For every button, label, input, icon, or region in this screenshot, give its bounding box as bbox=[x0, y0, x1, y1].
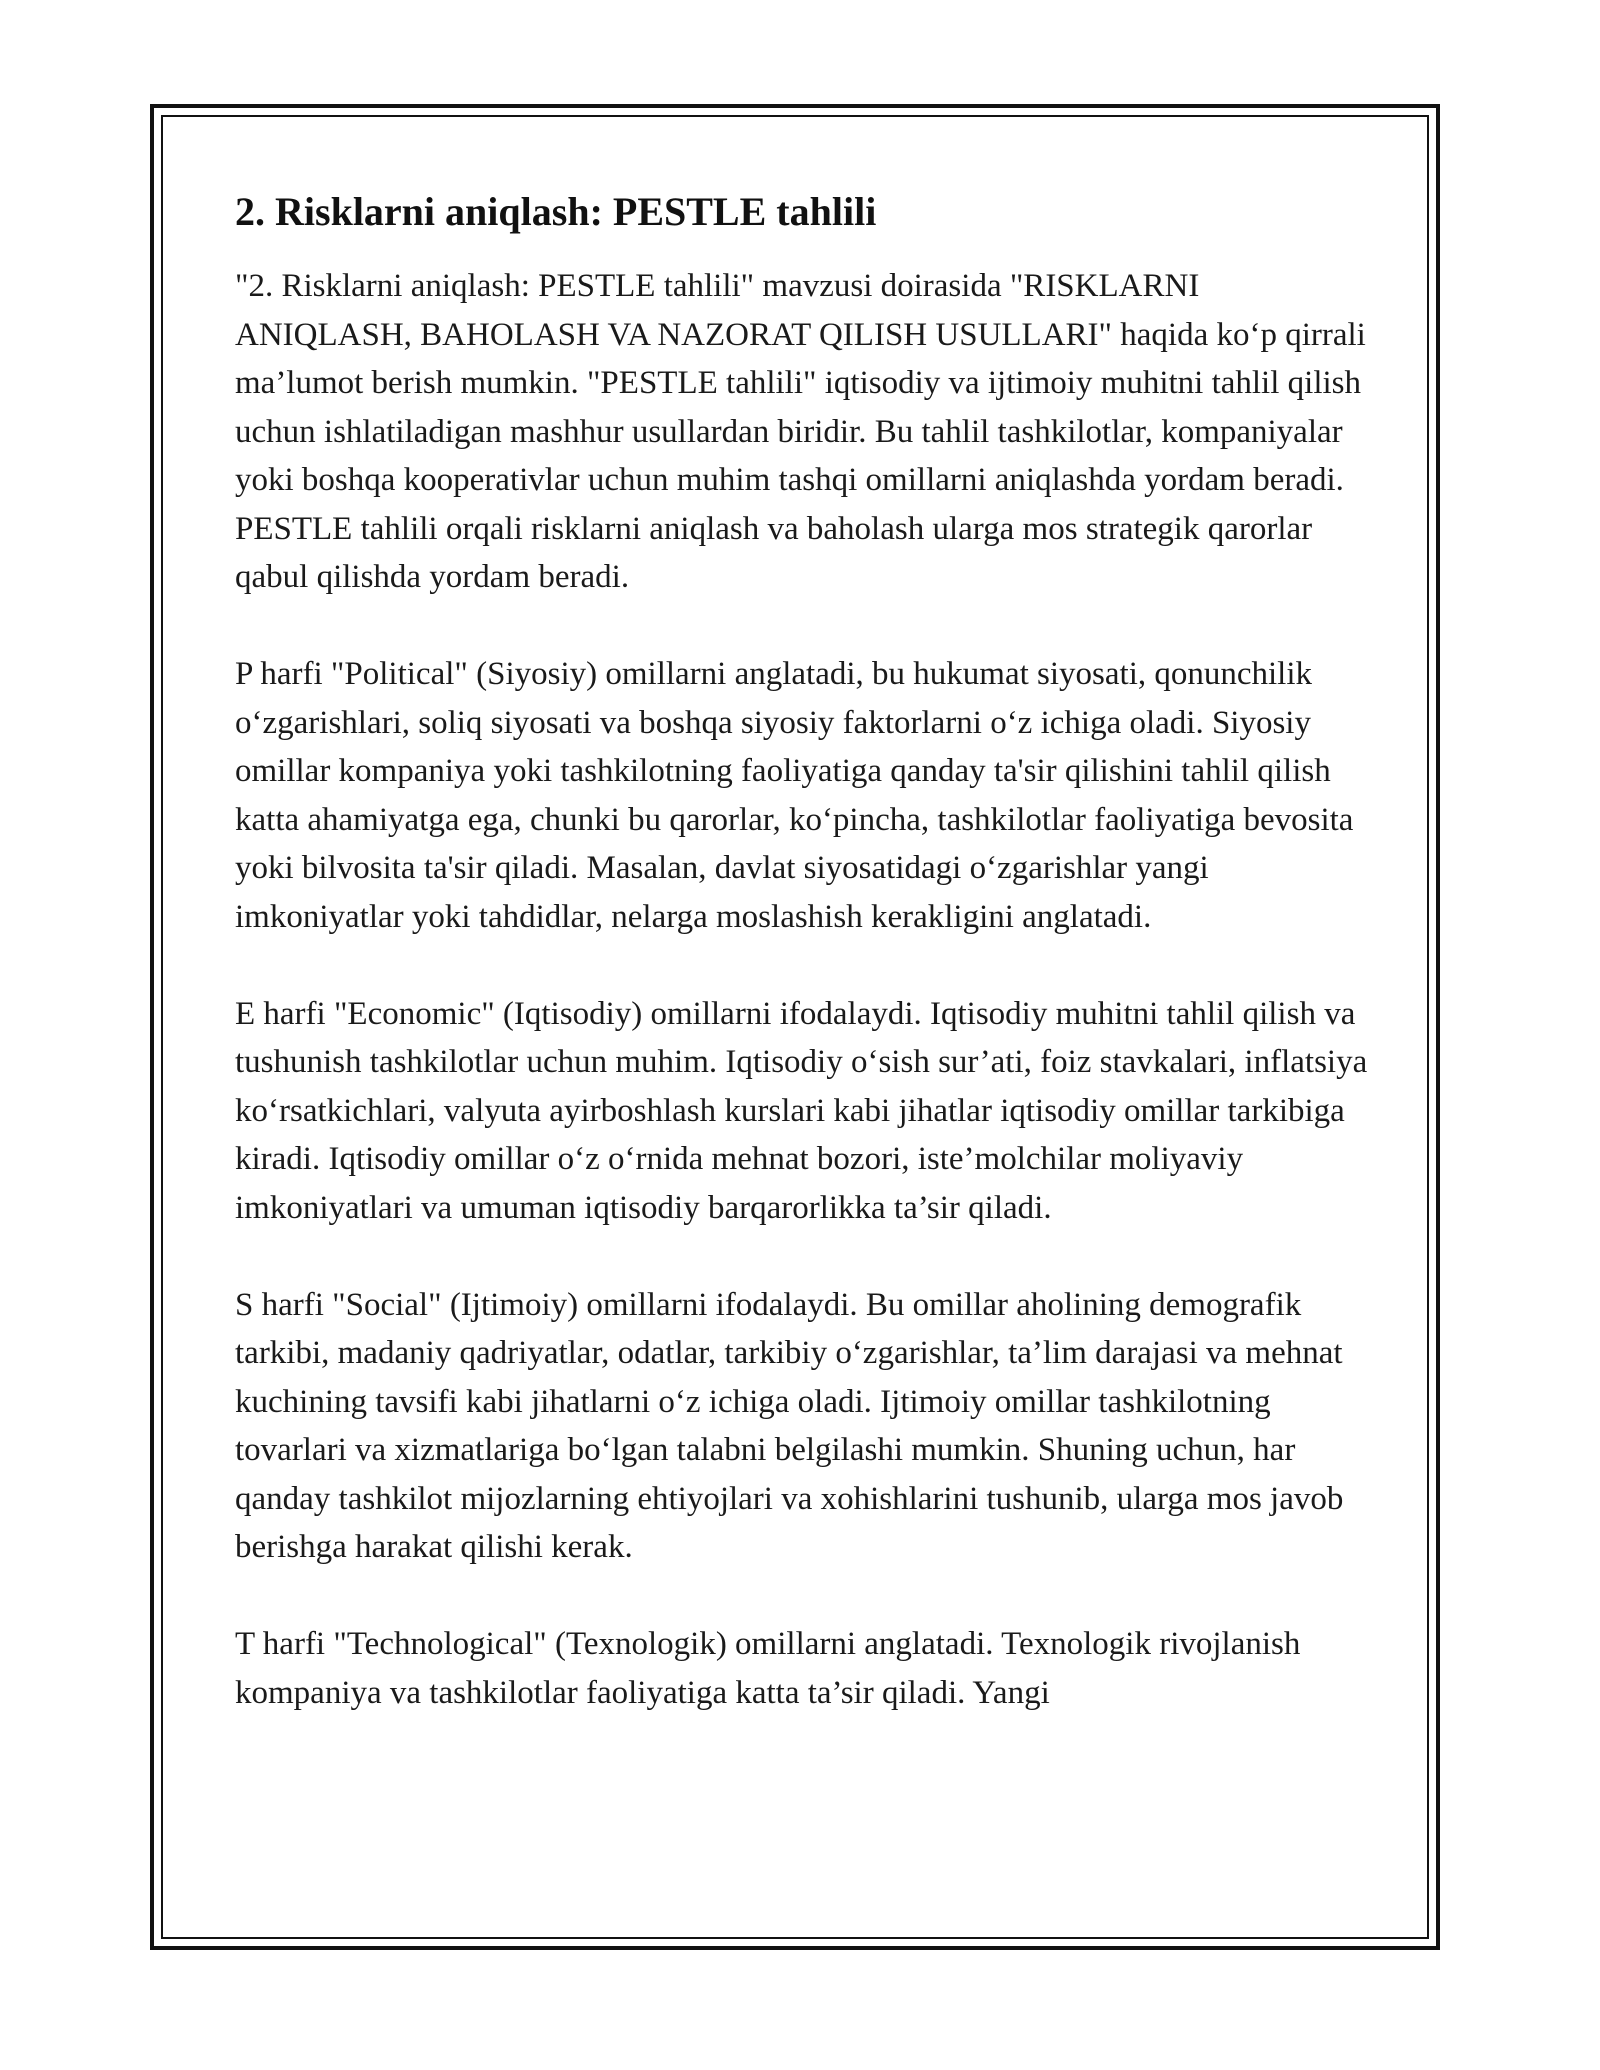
paragraph-technological: T harfi "Technological" (Texnologik) omillarni anglatadi. Texnologik rivojlanish kompaniya va tashkilotlar faoliyatiga katta ta’sir qiladi. Yangi bbox=[235, 1626, 1301, 1711]
paragraph-economic: E harfi "Economic" (Iqtisodiy) omillarni ifodalaydi. Iqtisodiy muhitni tahlil qilish va tushunish tashkilotlar uchun muhim. Iqtisodiy o‘sish sur’ati, foiz stavkalari, inflatsiya ko‘rsatkichlari, valyuta ayirboshlash kurslari kabi jihatlar iqtisodiy omillar tarkibiga kiradi. Iqtisodiy omillar o‘z o‘rnida mehnat bozori, iste’molchilar moliyaviy imkoniyatlari va umuman iqtisodiy barqarorlikka ta’sir qiladi. bbox=[235, 995, 1368, 1226]
paragraph-intro: "2. Risklarni aniqlash: PESTLE tahlili" mavzusi doirasida "RISKLARNI ANIQLASH, BAHOLASH VA NAZORAT QILISH USULLARI" haqida ko‘p qirrali ma’lumot berish mumkin. "PESTLE tahlili" iqtisodiy va ijtimoiy muhitni tahlil qilish uchun ishlatiladigan mashhur usullardan biridir. Bu tahlil tashkilotlar, kompaniyalar yoki boshqa kooperativlar uchun muhim tashqi omillarni aniqlashda yordam beradi. PESTLE tahlili orqali risklarni aniqlash va baholash ularga mos strategik qarorlar qabul qilishda yordam beradi. bbox=[235, 268, 1366, 595]
document-body bbox=[235, 188, 1375, 1717]
paragraph-social: S harfi "Social" (Ijtimoiy) omillarni ifodalaydi. Bu omillar aholining demografik tarkibi, madaniy qadriyatlar, odatlar, tarkibiy o‘zgarishlar, ta’lim darajasi va mehnat kuchining tavsifi kabi jihatlarni o‘z ichiga oladi. Ijtimoiy omillar tashkilotning tovarlari va xizmatlariga bo‘lgan talabni belgilashi mumkin. Shuning uchun, har qanday tashkilot mijozlarning ehtiyojlari va xohishlarini tushunib, ularga mos javob berishga harakat qilishi kerak. bbox=[235, 1286, 1344, 1565]
paragraph-political: P harfi "Political" (Siyosiy) omillarni anglatadi, bu hukumat siyosati, qonunchilik o‘zgarishlari, soliq siyosati va boshqa siyosiy faktorlarni o‘z ichiga oladi. Siyosiy omillar kompaniya yoki tashkilotning faoliyatiga qanday ta'sir qilishini tahlil qilish katta ahamiyatga ega, chunki bu qarorlar, ko‘pincha, tashkilotlar faoliyatiga bevosita yoki bilvosita ta'sir qiladi. Masalan, davlat siyosatidagi o‘zgarishlar yangi imkoniyatlar yoki tahdidlar, nelarga moslashish kerakligini anglatadi. bbox=[235, 656, 1354, 935]
section-title: 2. Risklarni aniqlash: PESTLE tahlili bbox=[235, 189, 877, 234]
